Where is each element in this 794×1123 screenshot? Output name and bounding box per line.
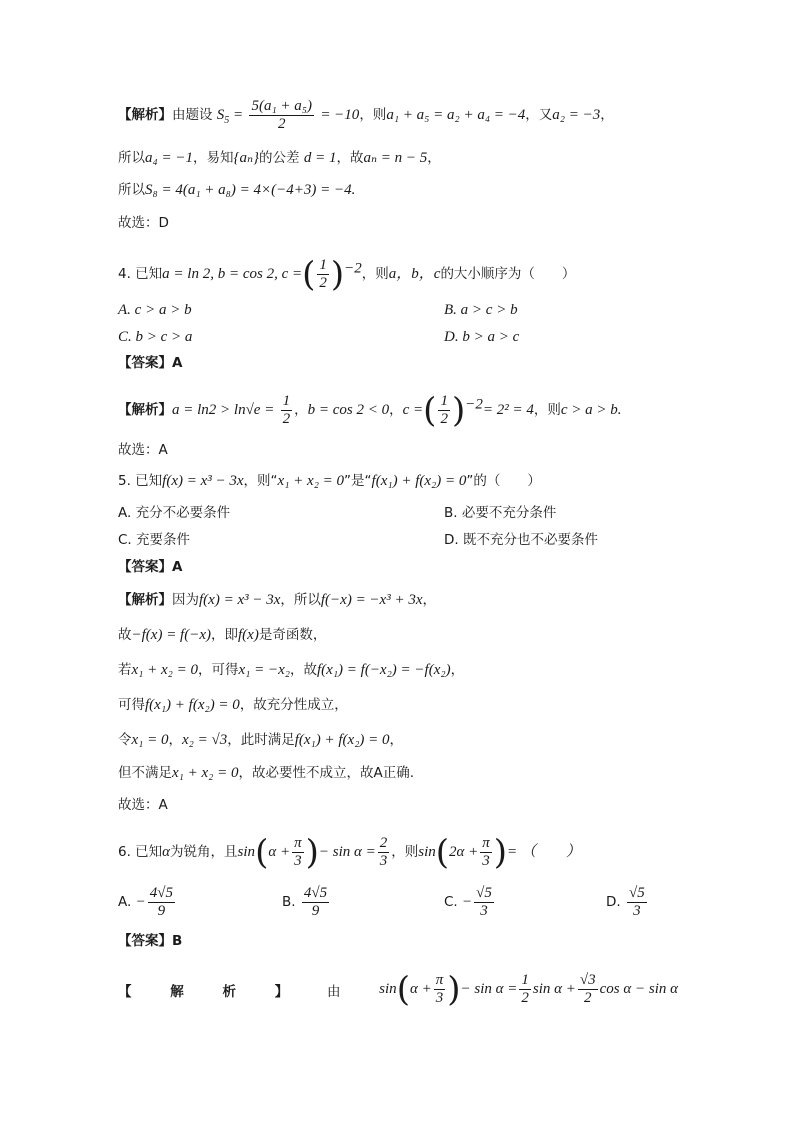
math: aₙ = n − 5 [363, 150, 428, 166]
text: 由题设 [172, 107, 213, 123]
math: f(x) = x³ − 3x [162, 473, 244, 489]
math: −f(x) = f(−x) [131, 627, 211, 643]
paren-close: ) [330, 254, 345, 295]
text: ， [168, 732, 182, 748]
math: − sin α = [318, 844, 376, 860]
paren-close: ) [451, 390, 466, 431]
math: x₁ + x₂ = 0 [277, 473, 345, 489]
solution-4 [118, 390, 622, 431]
math: a₄ = −1 [145, 150, 193, 166]
text: ， [600, 107, 614, 123]
math: b = cos 2 < 0 [307, 402, 390, 418]
math: α [162, 844, 171, 860]
solution-line-1 [118, 98, 614, 133]
frac-den: 3 [294, 853, 302, 869]
text: 所以 [118, 150, 145, 166]
math: α + [409, 981, 432, 997]
text: ，则 [359, 107, 387, 123]
text: ”的（ ） [466, 473, 541, 489]
math: c > a > b. [560, 402, 622, 418]
text: 令 [118, 732, 132, 748]
paren-close: ) [493, 832, 508, 873]
option-label: A. [118, 894, 132, 910]
math: f(−x) = −x³ + 3x [320, 592, 423, 608]
math: f(x₁) + f(x₂) = 0 [371, 473, 467, 489]
math-expression [379, 969, 678, 1010]
math: − [462, 894, 473, 910]
option-c[interactable] [444, 885, 496, 920]
bracket-close: 】 [274, 983, 289, 1000]
exponent: −2 [465, 396, 483, 413]
option-c[interactable]: C. 充要条件 [118, 532, 191, 548]
frac-num: 4√5 [303, 885, 328, 901]
option-d[interactable] [606, 885, 649, 920]
option-a[interactable] [118, 885, 177, 920]
answer-select-4: 故选：A [118, 442, 168, 458]
solution-6-line-1 [118, 969, 678, 1010]
solution-5-line-2 [118, 625, 326, 645]
fraction-pi-3 [434, 972, 446, 1007]
frac-den: 2 [583, 990, 592, 1006]
text: 为锐角，且 [170, 844, 238, 860]
text: 故 [118, 627, 132, 643]
fraction [148, 885, 175, 920]
solution-5-line-1 [118, 590, 436, 610]
option-d[interactable]: D. 既不充分也不必要条件 [444, 532, 598, 548]
frac-den: 2 [319, 275, 327, 291]
text: 因为 [172, 592, 199, 608]
answer-select-5: 故选：A [118, 797, 168, 813]
math: x₁ + x₂ = 0 [172, 765, 239, 781]
text: ，故必要性不成立，故A正确. [238, 765, 415, 781]
math: − [135, 894, 146, 910]
frac-den: 3 [633, 903, 641, 919]
fraction-2-3 [378, 835, 390, 870]
text: 的大小顺序为（ ） [440, 266, 576, 282]
frac-num: 5(a₁ + a₅) [251, 98, 313, 114]
text: ， [389, 402, 403, 418]
exponent: −2 [344, 260, 362, 277]
answer-6: 【答案】B [118, 933, 183, 949]
math: {aₙ} [233, 150, 260, 166]
math: sin α + [532, 981, 576, 997]
fraction-half [519, 972, 531, 1007]
question-6 [118, 832, 581, 873]
question-number: 4. 已知 [118, 266, 163, 282]
math: sin [379, 981, 397, 997]
fraction-pi-3 [480, 835, 492, 870]
fraction-s5 [249, 98, 314, 133]
math: f(x₁) = f(−x₂) = −f(x₂) [317, 662, 451, 678]
paren-open: ( [423, 390, 437, 431]
math: x₂ = √3 [182, 732, 228, 748]
frac-den: 9 [157, 903, 166, 919]
frac-num: π [482, 835, 490, 851]
text: ”是“ [344, 473, 372, 489]
math: = （ ） [507, 844, 581, 860]
math: a，b，c [388, 266, 441, 282]
answer-select-3: 故选：D [118, 215, 169, 231]
analysis-tag: 【解析】 [118, 107, 172, 123]
math: f(x) [238, 627, 259, 643]
text: ， [427, 150, 441, 166]
text: ，则“ [243, 473, 278, 489]
math: x₁ = −x₂ [238, 662, 290, 678]
math: x₁ + x₂ = 0 [131, 662, 198, 678]
option-a[interactable]: A. 充分不必要条件 [118, 505, 231, 521]
math: S₈ = 4(a₁ + a₈) = 4×(−4+3) = −4. [145, 182, 356, 198]
paren-open: ( [302, 254, 316, 295]
text: 但不满足 [118, 765, 172, 781]
frac-den: 3 [482, 853, 490, 869]
text: ，即 [211, 627, 238, 643]
answer-5: 【答案】A [118, 559, 183, 575]
frac-num: √5 [476, 885, 492, 901]
text: ， [389, 732, 404, 748]
text: ， [450, 662, 465, 678]
frac-den: 3 [480, 903, 488, 919]
text: ，又 [525, 107, 553, 123]
text: ， [422, 592, 436, 608]
math: a = ln 2, b = cos 2, c = [162, 266, 303, 282]
option-c[interactable]: C. b > c > a [118, 329, 193, 345]
math: c = [402, 402, 424, 418]
paren-open: ( [435, 832, 450, 873]
math: = 2² = 4 [482, 402, 534, 418]
frac-num: 1 [319, 257, 327, 273]
text: 是奇函数， [258, 627, 327, 643]
fraction-root3-2 [578, 972, 598, 1007]
math: f(x) = x³ − 3x [199, 592, 281, 608]
analysis-char: 析 [222, 983, 236, 1000]
solution-5-line-3 [118, 660, 464, 680]
text: ，所以 [280, 592, 321, 608]
math: sin [418, 844, 436, 860]
solution-line-2 [118, 148, 441, 168]
answer-4: 【答案】A [118, 355, 183, 371]
math: x₁ = 0 [131, 732, 169, 748]
frac-den: 3 [435, 990, 444, 1006]
text: ，易知 [192, 150, 234, 166]
option-d[interactable]: D. b > a > c [444, 329, 520, 345]
text: ，此时满足 [227, 732, 295, 748]
frac-den: 2 [277, 116, 286, 132]
bracket-open: 【 [118, 983, 132, 1000]
text: ，故 [336, 150, 364, 166]
math: − sin α = [460, 981, 518, 997]
frac-num: 1 [521, 972, 529, 988]
solution-5-line-6 [118, 763, 414, 783]
frac-num: 1 [440, 393, 448, 409]
text: 可得 [118, 697, 145, 713]
frac-num: 2 [379, 835, 388, 851]
math: f(x₁) + f(x₂) = 0 [145, 697, 240, 713]
math-rhs: = −10 [320, 107, 360, 123]
fraction [474, 885, 494, 920]
analysis-tag: 【解析】 [118, 592, 172, 608]
text: ， [294, 402, 308, 418]
frac-num: π [435, 972, 444, 988]
math: a₁ + a₅ = a₂ + a₄ = −4 [386, 107, 526, 123]
math: α + [268, 844, 291, 860]
text: ，则 [361, 266, 389, 282]
fraction-pi-3 [292, 835, 304, 870]
option-label: C. [444, 894, 458, 910]
fraction [302, 885, 329, 920]
paren-close: ) [447, 969, 461, 1010]
frac-den: 2 [521, 990, 529, 1006]
solution-5-line-4 [118, 695, 348, 715]
solution-line-3 [118, 180, 355, 200]
math: 2α + [449, 844, 479, 860]
text: 的公差 [259, 150, 300, 166]
solution-5-line-5 [118, 730, 403, 750]
fraction-half [281, 393, 293, 428]
option-label: B. [282, 894, 296, 910]
frac-den: 2 [282, 411, 291, 427]
frac-num: 4√5 [149, 885, 173, 901]
paren-close: ) [305, 832, 319, 873]
analysis-char: 解 [170, 983, 184, 1000]
math: d = 1 [303, 150, 337, 166]
question-5 [118, 471, 541, 491]
option-label: D. [606, 894, 621, 910]
math: a = ln2 > ln√e = [172, 402, 275, 418]
frac-den: 2 [440, 411, 448, 427]
paren-open: ( [396, 969, 410, 1010]
frac-num: 1 [282, 393, 291, 409]
text: ，则 [533, 402, 561, 418]
text: ，故 [290, 662, 317, 678]
option-b[interactable]: B. a > c > b [444, 302, 518, 318]
text: 若 [118, 662, 132, 678]
analysis-tag: 【解析】 [118, 402, 172, 418]
frac-den: 9 [311, 903, 320, 919]
question-number: 5. 已知 [118, 473, 163, 489]
math: a₂ = −3 [552, 107, 601, 123]
frac-num: √5 [628, 885, 645, 901]
math-s5: $S_5$ = [216, 107, 244, 126]
frac-den: 3 [379, 853, 388, 869]
frac-num: √3 [579, 972, 596, 988]
fraction [627, 885, 647, 920]
math: f(x₁) + f(x₂) = 0 [294, 732, 390, 748]
option-b[interactable] [282, 885, 331, 920]
option-a[interactable]: A. c > a > b [118, 302, 192, 318]
fraction-half [317, 257, 329, 292]
paren-open: ( [255, 832, 269, 873]
text: 所以 [118, 182, 145, 198]
text: 由 [326, 983, 341, 1000]
question-4 [118, 254, 576, 295]
math: cos α − sin α [599, 981, 678, 997]
fraction-half [438, 393, 450, 428]
frac-num: π [294, 835, 302, 851]
option-b[interactable]: B. 必要不充分条件 [444, 505, 557, 521]
math: sin [237, 844, 256, 860]
text: ，可得 [198, 662, 239, 678]
text: ，故充分性成立， [239, 697, 348, 713]
question-number: 6. 已知 [118, 844, 163, 860]
text: ，则 [391, 844, 419, 860]
